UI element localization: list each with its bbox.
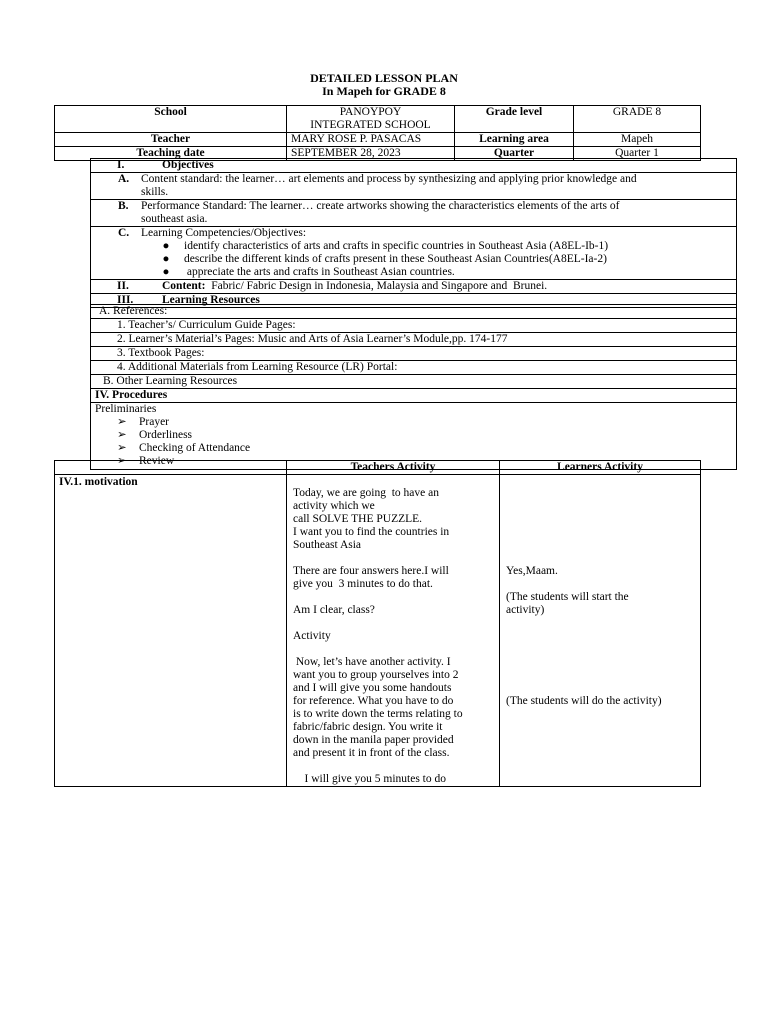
teacher-text-line: call SOLVE THE PUZZLE. xyxy=(293,513,423,525)
teacher-text-line: Now, let’s have another activity. I xyxy=(293,656,451,668)
teacher-text-line xyxy=(293,552,495,565)
teacher-text-line: Activity xyxy=(293,630,331,642)
teacher-text-line xyxy=(293,760,495,773)
learner-response-3: activity) xyxy=(506,604,545,616)
teacher-text-line: and present it in front of the class. xyxy=(293,747,450,759)
reference-item: 4. Additional Materials from Learning Resource (LR) Portal: xyxy=(90,361,737,375)
quarter-label: Quarter xyxy=(455,147,574,161)
objectives-section xyxy=(90,158,737,308)
objective-c-heading: Learning Competencies/Objectives: xyxy=(141,227,307,239)
resources-num: III. xyxy=(117,294,134,306)
references-label: A. References: xyxy=(90,305,737,319)
learner-activity-cell xyxy=(500,475,701,787)
area-label: Learning area xyxy=(455,133,574,147)
prelim-text: Checking of Attendance xyxy=(139,442,251,454)
objective-a-line1: Content standard: the learner… art elements and process by synthesizing and applying prior knowledge and xyxy=(141,173,637,185)
bullet-icon: ● xyxy=(162,266,170,278)
objectives-heading-row xyxy=(91,159,736,173)
competency-item xyxy=(91,266,736,279)
content-label: Content: xyxy=(162,280,206,292)
arrow-bullet-icon: ➢ xyxy=(117,416,127,428)
content-num: II. xyxy=(117,280,129,292)
learner-response-4: (The students will do the activity) xyxy=(506,695,662,707)
objective-a xyxy=(91,173,736,200)
quarter-value: Quarter 1 xyxy=(574,147,701,161)
date-label: Teaching date xyxy=(55,147,287,161)
competency-text: appreciate the arts and crafts in Southeast Asian countries. xyxy=(184,266,455,278)
info-table xyxy=(54,105,701,161)
teacher-value: MARY ROSE P. PASACAS xyxy=(287,133,455,147)
objective-b xyxy=(91,200,736,227)
teacher-text-line: for reference. What you have to do xyxy=(293,695,454,707)
arrow-bullet-icon: ➢ xyxy=(117,442,127,454)
activity-table xyxy=(54,460,701,787)
teacher-text-line: There are four answers here.I will xyxy=(293,565,449,577)
school-name-line1: PANOYPOY xyxy=(339,106,402,118)
preliminaries-label: Preliminaries xyxy=(95,403,157,415)
activity-header-blank xyxy=(55,461,287,475)
learners-activity-header: Learners Activity xyxy=(500,461,701,475)
reference-item: 1. Teacher’s/ Curriculum Guide Pages: xyxy=(90,319,737,333)
teacher-text-line: I will give you 5 minutes to do xyxy=(293,773,447,785)
objectives-heading: Objectives xyxy=(162,159,214,171)
prelim-item xyxy=(95,416,736,429)
competency-item xyxy=(91,240,736,253)
objective-b-label: B. xyxy=(118,200,129,212)
teacher-text-line: down in the manila paper provided xyxy=(293,734,454,746)
objectives-num: I. xyxy=(117,159,125,171)
objective-a-label: A. xyxy=(118,173,130,185)
competency-item xyxy=(91,253,736,266)
arrow-bullet-icon: ➢ xyxy=(117,429,127,441)
objective-c xyxy=(91,227,736,280)
learner-response-1: Yes,Maam. xyxy=(506,565,558,577)
resources-heading: Learning Resources xyxy=(162,294,260,306)
teacher-activity-text xyxy=(293,487,495,786)
teacher-text-line: fabric/fabric design. You write it xyxy=(293,721,443,733)
teacher-text-line xyxy=(293,617,495,630)
grade-value: GRADE 8 xyxy=(574,106,701,133)
prelim-text: Review xyxy=(139,455,175,467)
teacher-text-line xyxy=(293,643,495,656)
teacher-text-line: Southeast Asia xyxy=(293,539,362,551)
teacher-text-line xyxy=(293,591,495,604)
document-subtitle: In Mapeh for GRADE 8 xyxy=(322,84,446,98)
document-title: DETAILED LESSON PLAN xyxy=(310,71,458,85)
objective-b-line1: Performance Standard: The learner… create artworks showing the characteristics elements of the arts of xyxy=(141,200,620,212)
school-value xyxy=(287,106,455,133)
teacher-text-line: is to write down the terms relating to xyxy=(293,708,463,720)
teacher-text-line: activity which we xyxy=(293,500,375,512)
objective-b-line2: southeast asia. xyxy=(141,213,208,225)
objective-a-line2: skills. xyxy=(141,186,169,198)
learner-response-2: (The students will start the xyxy=(506,591,629,603)
teacher-activity-cell xyxy=(287,475,500,787)
area-value: Mapeh xyxy=(574,133,701,147)
prelim-text: Prayer xyxy=(139,416,170,428)
teacher-text-line: give you 3 minutes to do that. xyxy=(293,578,433,590)
teacher-text-line: and I will give you some handouts xyxy=(293,682,452,694)
teacher-text-line: want you to group yourselves into 2 xyxy=(293,669,459,681)
procedures-heading: IV. Procedures xyxy=(90,389,737,403)
bullet-icon: ● xyxy=(162,240,170,252)
school-name-line2: INTEGRATED SCHOOL xyxy=(310,119,431,131)
content-row xyxy=(91,280,736,294)
arrow-bullet-icon: ➢ xyxy=(117,455,127,467)
grade-label: Grade level xyxy=(455,106,574,133)
school-label: School xyxy=(55,106,287,133)
teacher-text-line: Am I clear, class? xyxy=(293,604,375,616)
competency-text: identify characteristics of arts and crafts in specific countries in Southeast Asia (A8EL-Ib-1) xyxy=(184,240,609,252)
prelim-text: Orderliness xyxy=(139,429,193,441)
teacher-text-line: Today, we are going to have an xyxy=(293,487,439,499)
content-text: Fabric/ Fabric Design in Indonesia, Malaysia and Singapore and Brunei. xyxy=(205,280,548,292)
teacher-text-line: I want you to find the countries in xyxy=(293,526,450,538)
teacher-label: Teacher xyxy=(55,133,287,147)
bullet-icon: ● xyxy=(162,253,170,265)
prelim-item xyxy=(95,442,736,455)
prelim-item xyxy=(95,429,736,442)
objective-c-label: C. xyxy=(118,227,130,239)
motivation-label: IV.1. motivation xyxy=(55,475,287,787)
references-section xyxy=(90,304,737,470)
competency-text: describe the different kinds of crafts present in these Southeast Asian Countries(A8EL-Ia-2) xyxy=(184,253,607,265)
date-value: SEPTEMBER 28, 2023 xyxy=(287,147,455,161)
reference-item: 3. Textbook Pages: xyxy=(90,347,737,361)
reference-item: 2. Learner’s Material’s Pages: Music and Arts of Asia Learner’s Module,pp. 174-177 xyxy=(90,333,737,347)
other-resources-label: B. Other Learning Resources xyxy=(90,375,737,389)
teachers-activity-header: Teachers Activity xyxy=(287,461,500,475)
